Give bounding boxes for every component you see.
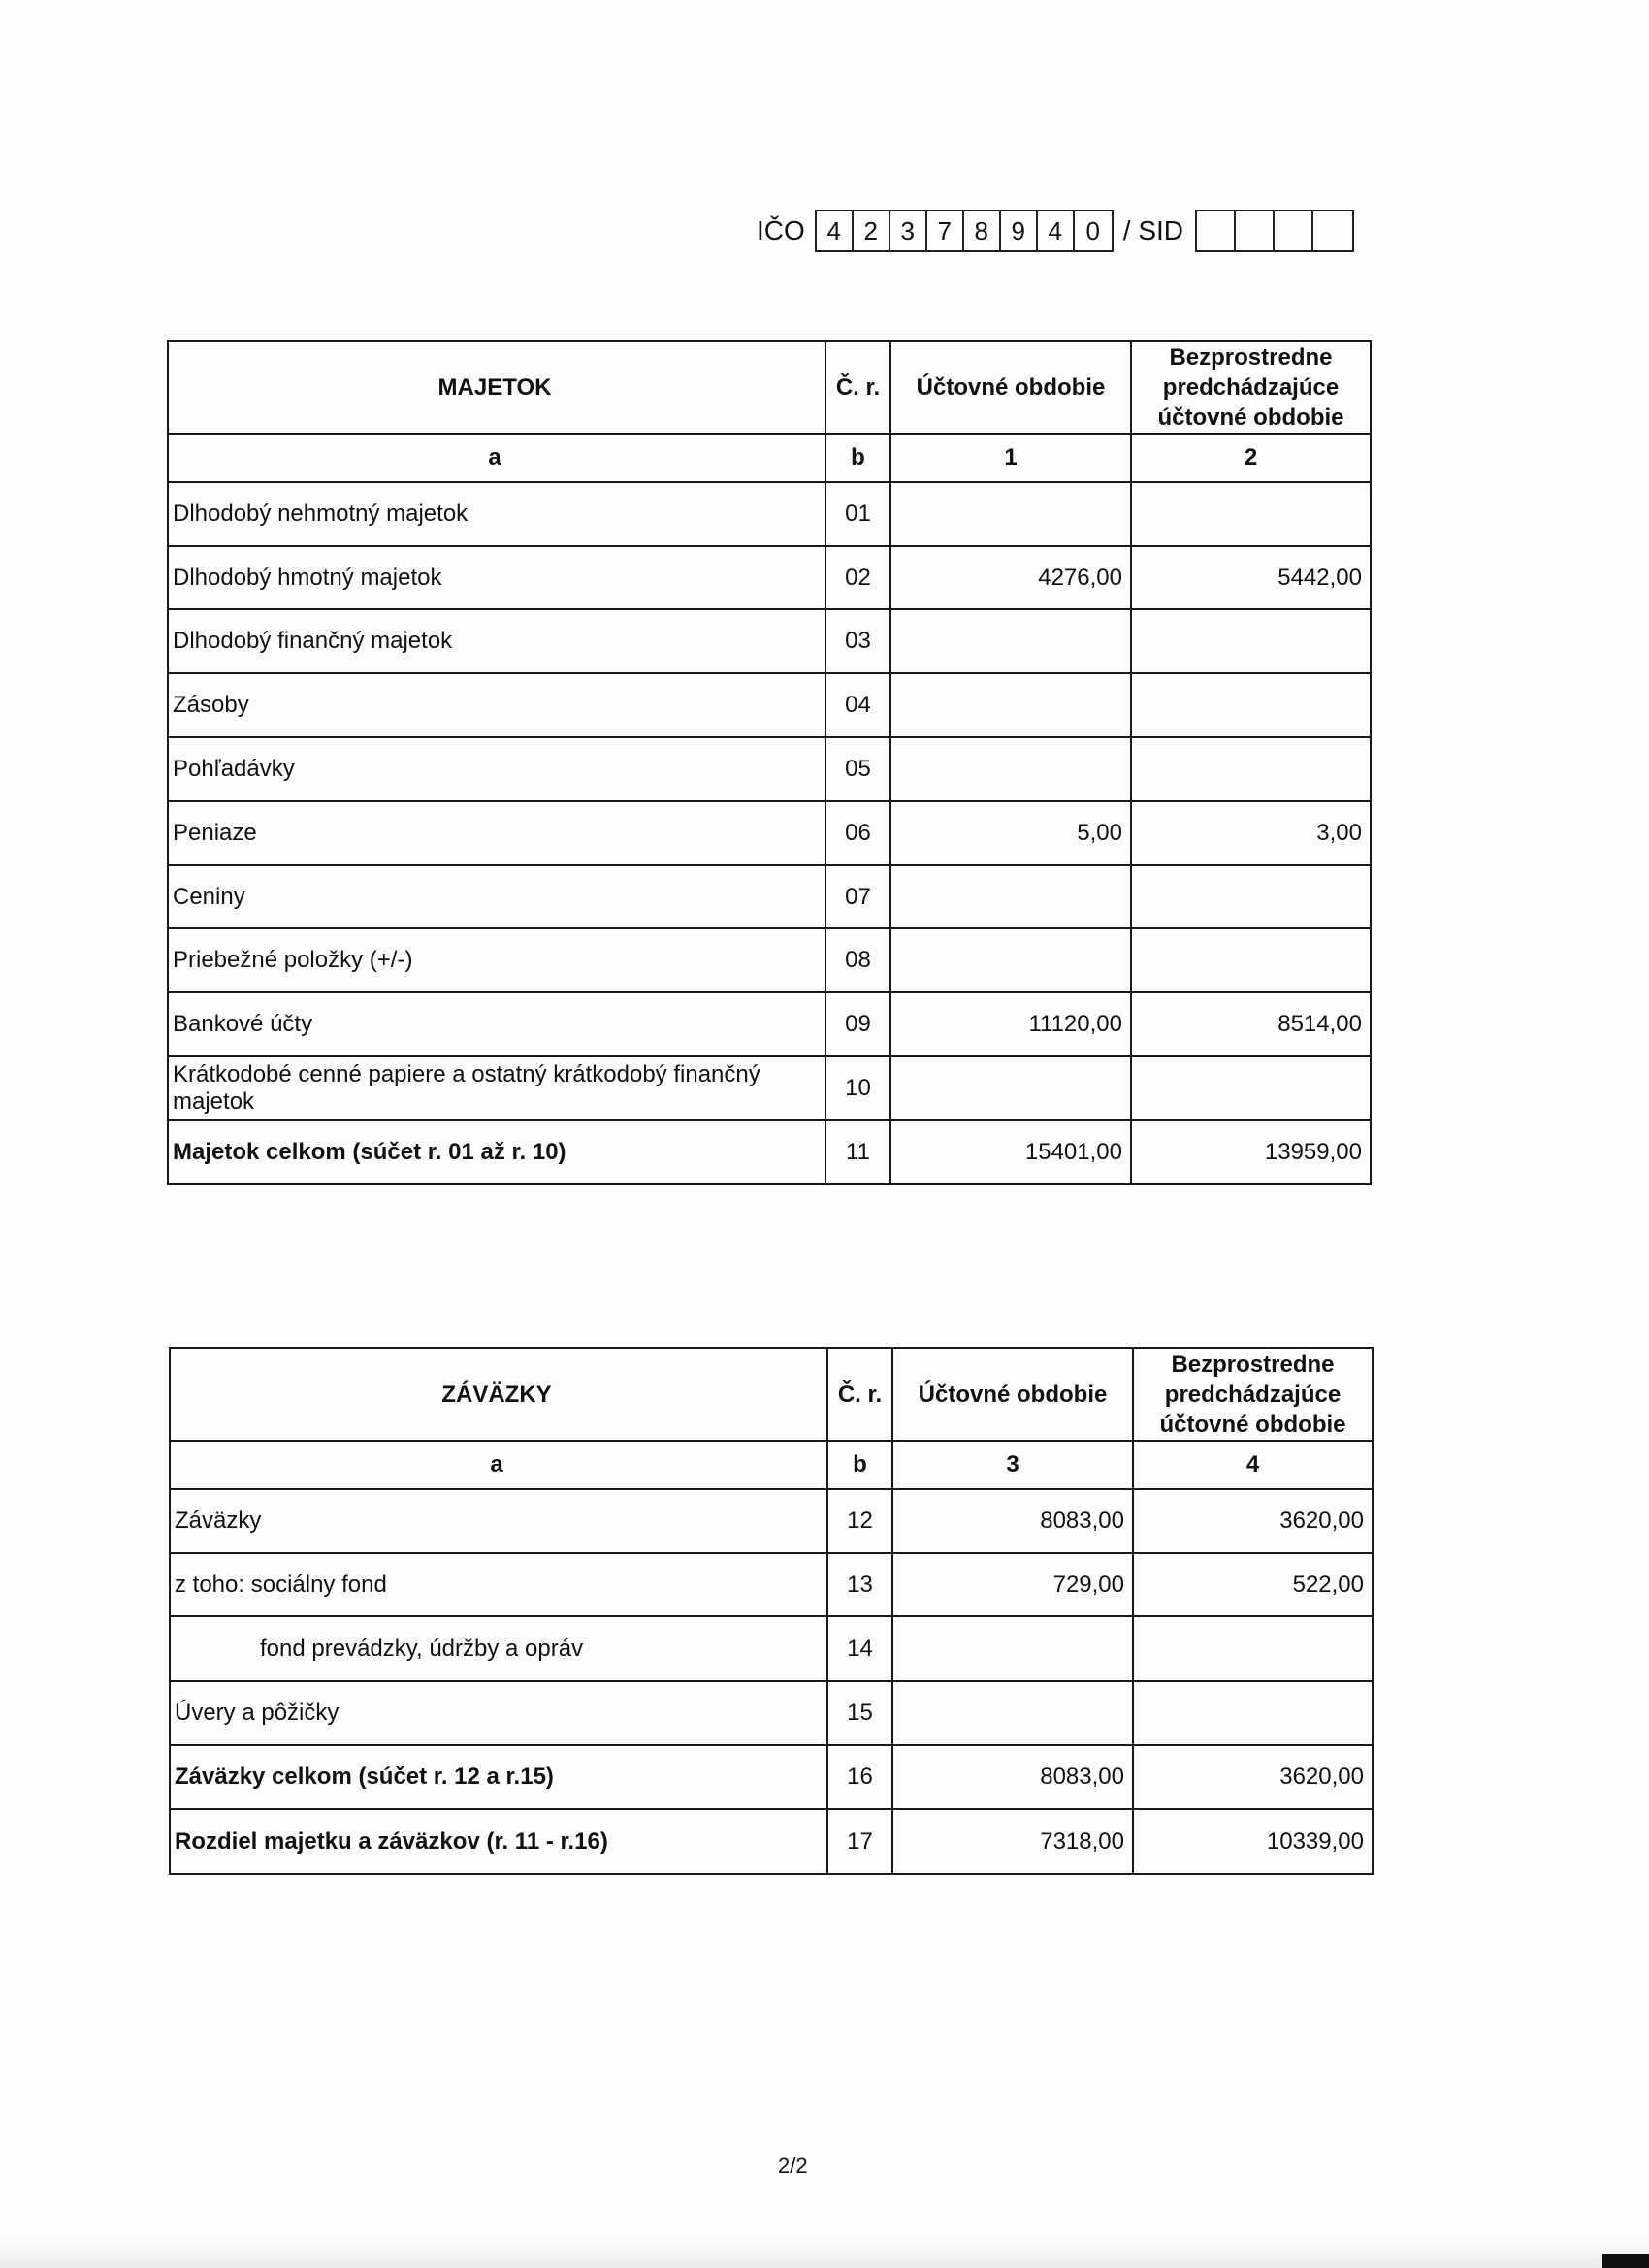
previous-value xyxy=(1131,928,1371,992)
column-index: b xyxy=(827,1441,892,1489)
current-value: 4276,00 xyxy=(890,546,1131,609)
ico-digit: 4 xyxy=(817,211,854,250)
previous-value: 3620,00 xyxy=(1133,1745,1373,1809)
row-label: Majetok celkom (súčet r. 01 až r. 10) xyxy=(168,1120,825,1184)
table-row xyxy=(168,801,1371,865)
header-row-no: Č. r. xyxy=(825,341,890,434)
current-value xyxy=(890,865,1131,928)
difference-row xyxy=(170,1809,1373,1874)
ico-digit: 7 xyxy=(927,211,964,250)
previous-value xyxy=(1133,1681,1373,1745)
ico-digit: 2 xyxy=(854,211,890,250)
ico-sid-header xyxy=(757,210,1354,252)
header-current-period: Účtovné obdobie xyxy=(890,341,1131,434)
sid-label: / SID xyxy=(1122,215,1184,245)
previous-value xyxy=(1131,609,1371,673)
scan-edge-shadow xyxy=(0,2239,1649,2268)
previous-value: 522,00 xyxy=(1133,1553,1373,1616)
row-label: Dlhodobý finančný majetok xyxy=(168,609,825,673)
row-number: 12 xyxy=(827,1489,892,1553)
current-value xyxy=(890,673,1131,737)
row-number: 02 xyxy=(825,546,890,609)
row-label: fond prevádzky, údržby a opráv xyxy=(170,1616,827,1681)
current-value: 729,00 xyxy=(892,1553,1133,1616)
table-row xyxy=(168,546,1371,609)
page-number: 2/2 xyxy=(778,2154,808,2178)
current-value: 5,00 xyxy=(890,801,1131,865)
current-value: 7318,00 xyxy=(892,1809,1133,1874)
current-value xyxy=(890,928,1131,992)
current-value: 8083,00 xyxy=(892,1489,1133,1553)
column-index: 2 xyxy=(1131,434,1371,482)
table-header-row xyxy=(168,341,1371,434)
table-row xyxy=(168,1056,1371,1120)
table-row xyxy=(168,865,1371,928)
ico-digit: 3 xyxy=(890,211,927,250)
row-label: Zásoby xyxy=(168,673,825,737)
sid-digit xyxy=(1236,211,1275,250)
current-value: 8083,00 xyxy=(892,1745,1133,1809)
table-row xyxy=(168,673,1371,737)
row-label: Dlhodobý nehmotný majetok xyxy=(168,482,825,546)
row-label: z toho: sociálny fond xyxy=(170,1553,827,1616)
row-number: 04 xyxy=(825,673,890,737)
row-number: 05 xyxy=(825,737,890,801)
ico-digit: 9 xyxy=(1001,211,1038,250)
total-row xyxy=(170,1745,1373,1809)
current-value xyxy=(890,609,1131,673)
table-row xyxy=(170,1489,1373,1553)
row-label: Ceniny xyxy=(168,865,825,928)
current-value xyxy=(892,1681,1133,1745)
column-index: 4 xyxy=(1133,1441,1373,1489)
header-previous-period: Bezprostredne predchádzajúce účtovné obdobie xyxy=(1131,341,1371,434)
row-number: 09 xyxy=(825,992,890,1056)
row-number: 11 xyxy=(825,1120,890,1184)
previous-value: 10339,00 xyxy=(1133,1809,1373,1874)
row-number: 14 xyxy=(827,1616,892,1681)
assets-table xyxy=(167,340,1372,1185)
row-label: Záväzky celkom (súčet r. 12 a r.15) xyxy=(170,1745,827,1809)
row-number: 07 xyxy=(825,865,890,928)
previous-value xyxy=(1133,1616,1373,1681)
row-number: 08 xyxy=(825,928,890,992)
table-row xyxy=(168,609,1371,673)
row-label: Priebežné položky (+/-) xyxy=(168,928,825,992)
previous-value xyxy=(1131,673,1371,737)
row-number: 06 xyxy=(825,801,890,865)
liabilities-table xyxy=(169,1347,1374,1875)
sid-digit xyxy=(1197,211,1236,250)
previous-value xyxy=(1131,1056,1371,1120)
row-number: 16 xyxy=(827,1745,892,1809)
row-label: Peniaze xyxy=(168,801,825,865)
header-name: ZÁVÄZKY xyxy=(170,1348,827,1441)
column-index-row xyxy=(168,434,1371,482)
row-label: Krátkodobé cenné papiere a ostatný krátkodobý finančný majetok xyxy=(168,1056,825,1120)
header-current-period: Účtovné obdobie xyxy=(892,1348,1133,1441)
scan-corner-mark xyxy=(1602,2254,1649,2268)
ico-digit-boxes xyxy=(815,210,1114,252)
row-number: 13 xyxy=(827,1553,892,1616)
ico-digit: 4 xyxy=(1038,211,1075,250)
previous-value: 8514,00 xyxy=(1131,992,1371,1056)
table-row xyxy=(168,737,1371,801)
row-label: Pohľadávky xyxy=(168,737,825,801)
previous-value: 3,00 xyxy=(1131,801,1371,865)
header-row-no: Č. r. xyxy=(827,1348,892,1441)
previous-value xyxy=(1131,482,1371,546)
sid-digit-boxes xyxy=(1195,210,1354,252)
table-header-row xyxy=(170,1348,1373,1441)
previous-value: 13959,00 xyxy=(1131,1120,1371,1184)
row-number: 17 xyxy=(827,1809,892,1874)
table-row xyxy=(168,992,1371,1056)
row-label: Záväzky xyxy=(170,1489,827,1553)
previous-value: 5442,00 xyxy=(1131,546,1371,609)
row-number: 10 xyxy=(825,1056,890,1120)
current-value xyxy=(892,1616,1133,1681)
ico-digit: 0 xyxy=(1085,215,1101,245)
row-label: Dlhodobý hmotný majetok xyxy=(168,546,825,609)
sid-digit xyxy=(1275,211,1313,250)
column-index: 3 xyxy=(892,1441,1133,1489)
header-name: MAJETOK xyxy=(168,341,825,434)
column-index: 1 xyxy=(890,434,1131,482)
sid-digit xyxy=(1313,211,1352,250)
current-value xyxy=(890,1056,1131,1120)
table-row xyxy=(168,928,1371,992)
table-row xyxy=(170,1616,1373,1681)
ico-digit: 8 xyxy=(964,211,1001,250)
table-row xyxy=(170,1553,1373,1616)
row-label: Rozdiel majetku a záväzkov (r. 11 - r.16) xyxy=(170,1809,827,1874)
header-previous-period: Bezprostredne predchádzajúce účtovné obdobie xyxy=(1133,1348,1373,1441)
row-number: 03 xyxy=(825,609,890,673)
table-row xyxy=(170,1681,1373,1745)
total-row xyxy=(168,1120,1371,1184)
table-row xyxy=(168,482,1371,546)
current-value: 15401,00 xyxy=(890,1120,1131,1184)
current-value xyxy=(890,482,1131,546)
previous-value xyxy=(1131,865,1371,928)
column-index: b xyxy=(825,434,890,482)
row-label: Úvery a pôžičky xyxy=(170,1681,827,1745)
current-value: 11120,00 xyxy=(890,992,1131,1056)
column-index: a xyxy=(168,434,825,482)
column-index-row xyxy=(170,1441,1373,1489)
previous-value xyxy=(1131,737,1371,801)
ico-label: IČO xyxy=(757,215,805,245)
current-value xyxy=(890,737,1131,801)
row-number: 15 xyxy=(827,1681,892,1745)
row-label: Bankové účty xyxy=(168,992,825,1056)
previous-value: 3620,00 xyxy=(1133,1489,1373,1553)
row-number: 01 xyxy=(825,482,890,546)
column-index: a xyxy=(170,1441,827,1489)
